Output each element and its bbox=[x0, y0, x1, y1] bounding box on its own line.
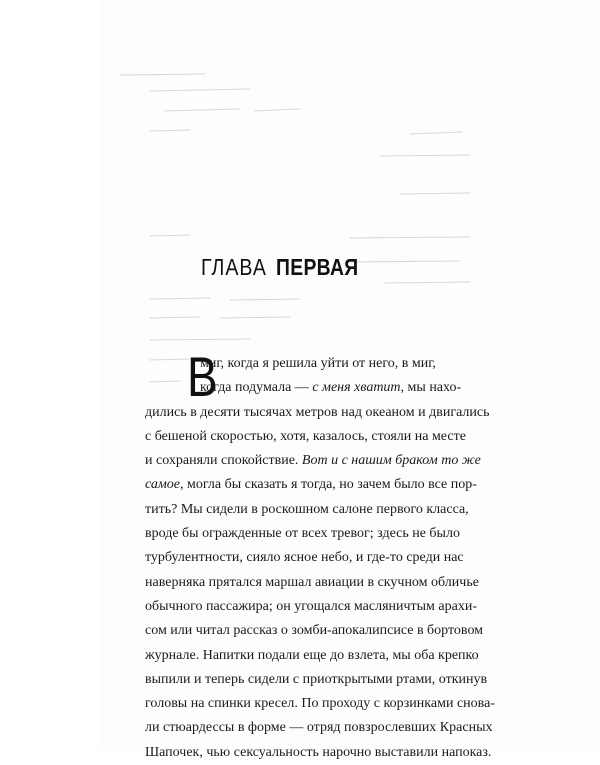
text-fragment: Шапочек, чью сексуальность нарочно выставили напоказ. bbox=[145, 744, 492, 760]
text-fragment: , мы нахо- bbox=[400, 380, 462, 396]
text-line bbox=[145, 668, 495, 692]
italic-fragment: самое bbox=[145, 477, 180, 493]
text-line bbox=[145, 449, 495, 473]
text-line bbox=[145, 619, 495, 643]
text-fragment: наверняка прятался маршал авиации в скучном обличье bbox=[145, 574, 479, 590]
text-fragment: вроде бы огражденные от всех тревог; здесь не было bbox=[145, 526, 460, 542]
text-fragment: выпили и теперь сидели с приоткрытыми ртами, откинув bbox=[145, 671, 488, 687]
text-fragment: с бешеной скоростью, хотя, казалось, стояли на месте bbox=[145, 428, 466, 444]
text-line bbox=[145, 498, 495, 522]
text-fragment: журнале. Напитки подали еще до взлета, мы оба крепко bbox=[145, 647, 479, 663]
text-line bbox=[145, 546, 495, 570]
text-fragment: сом или читал рассказ о зомби-апокалипсисе в бортовом bbox=[145, 623, 484, 639]
italic-fragment: Вот и с нашим браком то же bbox=[301, 453, 481, 469]
chapter-heading bbox=[201, 252, 374, 282]
text-fragment: обычного пассажира; он угощался масляничтым арахи- bbox=[145, 598, 477, 614]
text-line bbox=[145, 473, 495, 497]
text-fragment: турбулентности, сияло ясное небо, и где-то среди нас bbox=[145, 550, 464, 566]
text-fragment: когда подумала — bbox=[200, 380, 313, 396]
chapter-word: ГЛАВА bbox=[201, 254, 267, 280]
text-fragment: тить? Мы сидели в роскошном салоне первого класса, bbox=[145, 501, 469, 517]
text-line bbox=[200, 352, 495, 376]
text-line bbox=[200, 376, 495, 400]
text-line bbox=[145, 571, 495, 595]
text-fragment: головы на спинки кресел. По проходу с корзинками снова- bbox=[145, 696, 495, 712]
text-line bbox=[145, 595, 495, 619]
text-line bbox=[145, 692, 495, 716]
text-line bbox=[145, 741, 495, 765]
text-fragment: и сохраняли спокойствие. bbox=[145, 453, 302, 469]
text-line bbox=[145, 522, 495, 546]
text-line bbox=[145, 425, 495, 449]
chapter-body bbox=[145, 345, 495, 765]
italic-fragment: с меня хватит bbox=[312, 380, 401, 396]
text-fragment: ли стюардессы в форме — отряд повзрослевших Красных bbox=[145, 720, 493, 736]
text-fragment: дились в десяти тысячах метров над океаном и двигались bbox=[145, 404, 490, 420]
text-fragment: миг, когда я решила уйти от него, в миг, bbox=[200, 356, 436, 371]
chapter-number: ПЕРВАЯ bbox=[276, 254, 359, 280]
drop-cap: В bbox=[187, 345, 218, 408]
text-line bbox=[145, 716, 495, 740]
text-line bbox=[145, 644, 495, 668]
text-fragment: , могла бы сказать я тогда, но зачем было все пор- bbox=[180, 477, 477, 493]
